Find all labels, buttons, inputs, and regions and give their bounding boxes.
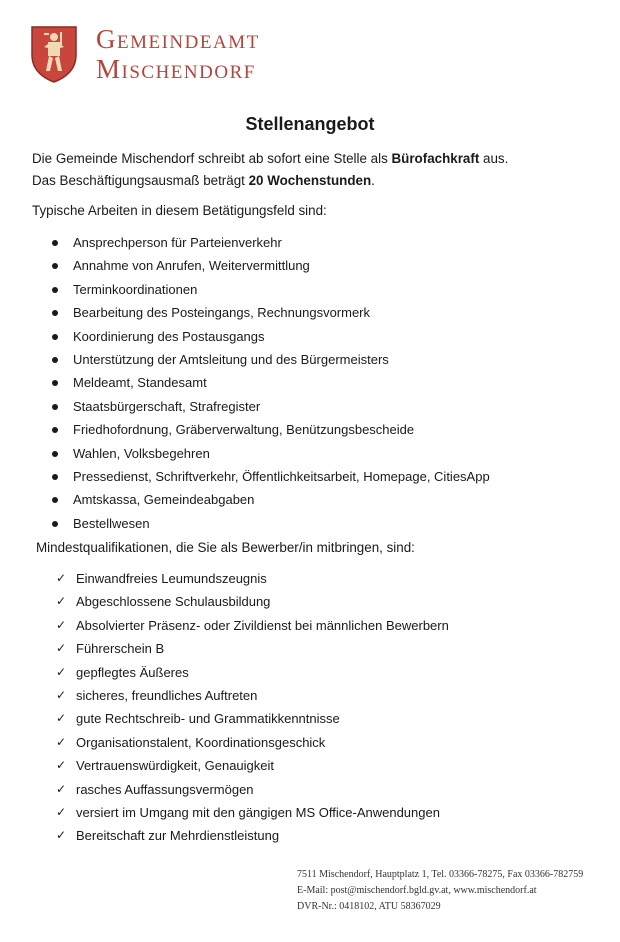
checkmark-icon: ✓ <box>56 687 67 702</box>
bullet-icon <box>52 240 58 246</box>
qualifications-heading: Mindestqualifikationen, die Sie als Bewerber/in mitbringen, sind: <box>36 540 415 555</box>
list-item-text: Führerschein B <box>76 641 165 657</box>
bullet-icon <box>52 263 58 269</box>
list-item <box>52 418 490 441</box>
list-item-text: Bestellwesen <box>73 515 150 531</box>
list-item <box>52 325 490 348</box>
intro-text-4: . <box>371 173 375 188</box>
list-item <box>56 707 449 730</box>
organization-name <box>96 24 260 84</box>
list-item <box>52 231 490 254</box>
list-item-text: Wahlen, Volksbegehren <box>73 445 210 461</box>
list-item-text: Organisationstalent, Koordinationsgeschick <box>76 734 326 750</box>
list-item-text: Einwandfreies Leumundszeugnis <box>76 571 267 586</box>
list-item <box>52 512 490 535</box>
list-item-text: Terminkoordinationen <box>73 281 198 297</box>
checkmark-icon: ✓ <box>56 641 67 656</box>
list-item <box>56 824 449 847</box>
footer-contact: E-Mail: post@mischendorf.bgld.gv.at, www.mischendorf.at <box>297 885 537 896</box>
bullet-icon <box>52 474 58 480</box>
list-item-text: Staatsbürgerschaft, Strafregister <box>73 398 261 414</box>
list-item-text: gute Rechtschreib- und Grammatikkenntnisse <box>76 711 340 727</box>
bullet-icon <box>52 380 58 386</box>
bullet-icon <box>52 334 58 340</box>
checkmark-icon: ✓ <box>56 758 67 773</box>
organization-name-line1: Gemeindeamt <box>96 24 260 54</box>
position-title: Bürofachkraft <box>391 151 480 166</box>
footer-contact-block <box>297 867 583 915</box>
page-title: Stellenangebot <box>245 114 375 134</box>
list-item <box>52 465 490 488</box>
list-item <box>52 442 490 465</box>
list-item <box>56 590 449 613</box>
list-item-text: rasches Auffassungsvermögen <box>76 781 254 797</box>
list-item <box>52 488 490 511</box>
bullet-icon <box>52 310 58 316</box>
organization-name-line2: Mischendorf <box>96 54 256 84</box>
list-item-text: Amtskassa, Gemeindeabgaben <box>73 492 255 508</box>
bullet-icon <box>52 357 58 363</box>
list-item <box>56 661 449 684</box>
list-item-text: Annahme von Anrufen, Weitervermittlung <box>73 258 310 274</box>
letterhead <box>30 24 260 84</box>
list-item <box>52 348 490 371</box>
list-item-text: Absolvierter Präsenz- oder Zivildienst bei männlichen Bewerbern <box>76 617 449 633</box>
list-item-text: Pressedienst, Schriftverkehr, Öffentlichkeitsarbeit, Homepage, CitiesApp <box>73 468 490 484</box>
bullet-icon <box>52 451 58 457</box>
checkmark-icon: ✓ <box>56 664 67 679</box>
list-item-text: Abgeschlossene Schulausbildung <box>76 594 271 610</box>
checkmark-icon: ✓ <box>56 804 67 819</box>
list-item <box>52 371 490 394</box>
list-item <box>52 254 490 277</box>
bullet-icon <box>52 287 58 293</box>
list-item-text: Koordinierung des Postausgangs <box>73 328 265 344</box>
list-item-text: gepflegtes Äußeres <box>76 664 189 680</box>
list-item-text: Bearbeitung des Posteingangs, Rechnungsvormerk <box>73 305 371 321</box>
checkmark-icon: ✓ <box>56 617 67 632</box>
list-item <box>56 801 449 824</box>
list-item <box>56 637 449 660</box>
list-item <box>56 778 449 801</box>
list-item <box>52 395 490 418</box>
checkmark-icon: ✓ <box>56 734 67 749</box>
checkmark-icon: ✓ <box>56 571 67 585</box>
list-item-text: Friedhofordnung, Gräberverwaltung, Benützungsbescheide <box>73 422 415 438</box>
tasks-list <box>52 231 490 535</box>
list-item-text: Meldeamt, Standesamt <box>73 375 207 391</box>
checkmark-icon: ✓ <box>56 711 67 726</box>
checkmark-icon: ✓ <box>56 594 67 609</box>
bullet-icon <box>52 521 58 527</box>
list-item <box>52 301 490 324</box>
bullet-icon <box>52 497 58 503</box>
intro-text-2: aus. <box>479 151 509 166</box>
footer-registry: DVR-Nr.: 0418102, ATU 58367029 <box>297 901 441 912</box>
list-item-text: Vertrauenswürdigkeit, Genauigkeit <box>76 758 275 774</box>
list-item <box>56 754 449 777</box>
list-item-text: Bereitschaft zur Mehrdienstleistung <box>76 828 280 844</box>
intro-text-3: Das Beschäftigungsausmaß beträgt <box>32 173 249 188</box>
list-item <box>56 567 449 590</box>
list-item-text: sicheres, freundliches Auftreten <box>76 687 258 703</box>
intro-paragraph <box>32 148 584 192</box>
checkmark-icon: ✓ <box>56 828 67 843</box>
list-item-text: Unterstützung der Amtsleitung und des Bürgermeisters <box>73 351 389 367</box>
coat-of-arms-icon <box>30 25 78 83</box>
bullet-icon <box>52 427 58 433</box>
list-item-text: versiert im Umgang mit den gängigen MS Office-Anwendungen <box>76 804 440 820</box>
bullet-icon <box>52 404 58 410</box>
list-item-text: Ansprechperson für Parteienverkehr <box>73 235 282 250</box>
tasks-heading: Typische Arbeiten in diesem Betätigungsfeld sind: <box>32 203 327 218</box>
list-item <box>56 684 449 707</box>
intro-text-1: Die Gemeinde Mischendorf schreibt ab sofort eine Stelle als <box>32 151 392 166</box>
checkmark-icon: ✓ <box>56 781 67 796</box>
list-item <box>56 731 449 754</box>
list-item <box>52 278 490 301</box>
footer-address: 7511 Mischendorf, Hauptplatz 1, Tel. 03366-78275, Fax 03366-782759 <box>297 869 584 880</box>
weekly-hours: 20 Wochenstunden <box>248 173 372 188</box>
list-item <box>56 614 449 637</box>
qualifications-list <box>56 567 449 848</box>
